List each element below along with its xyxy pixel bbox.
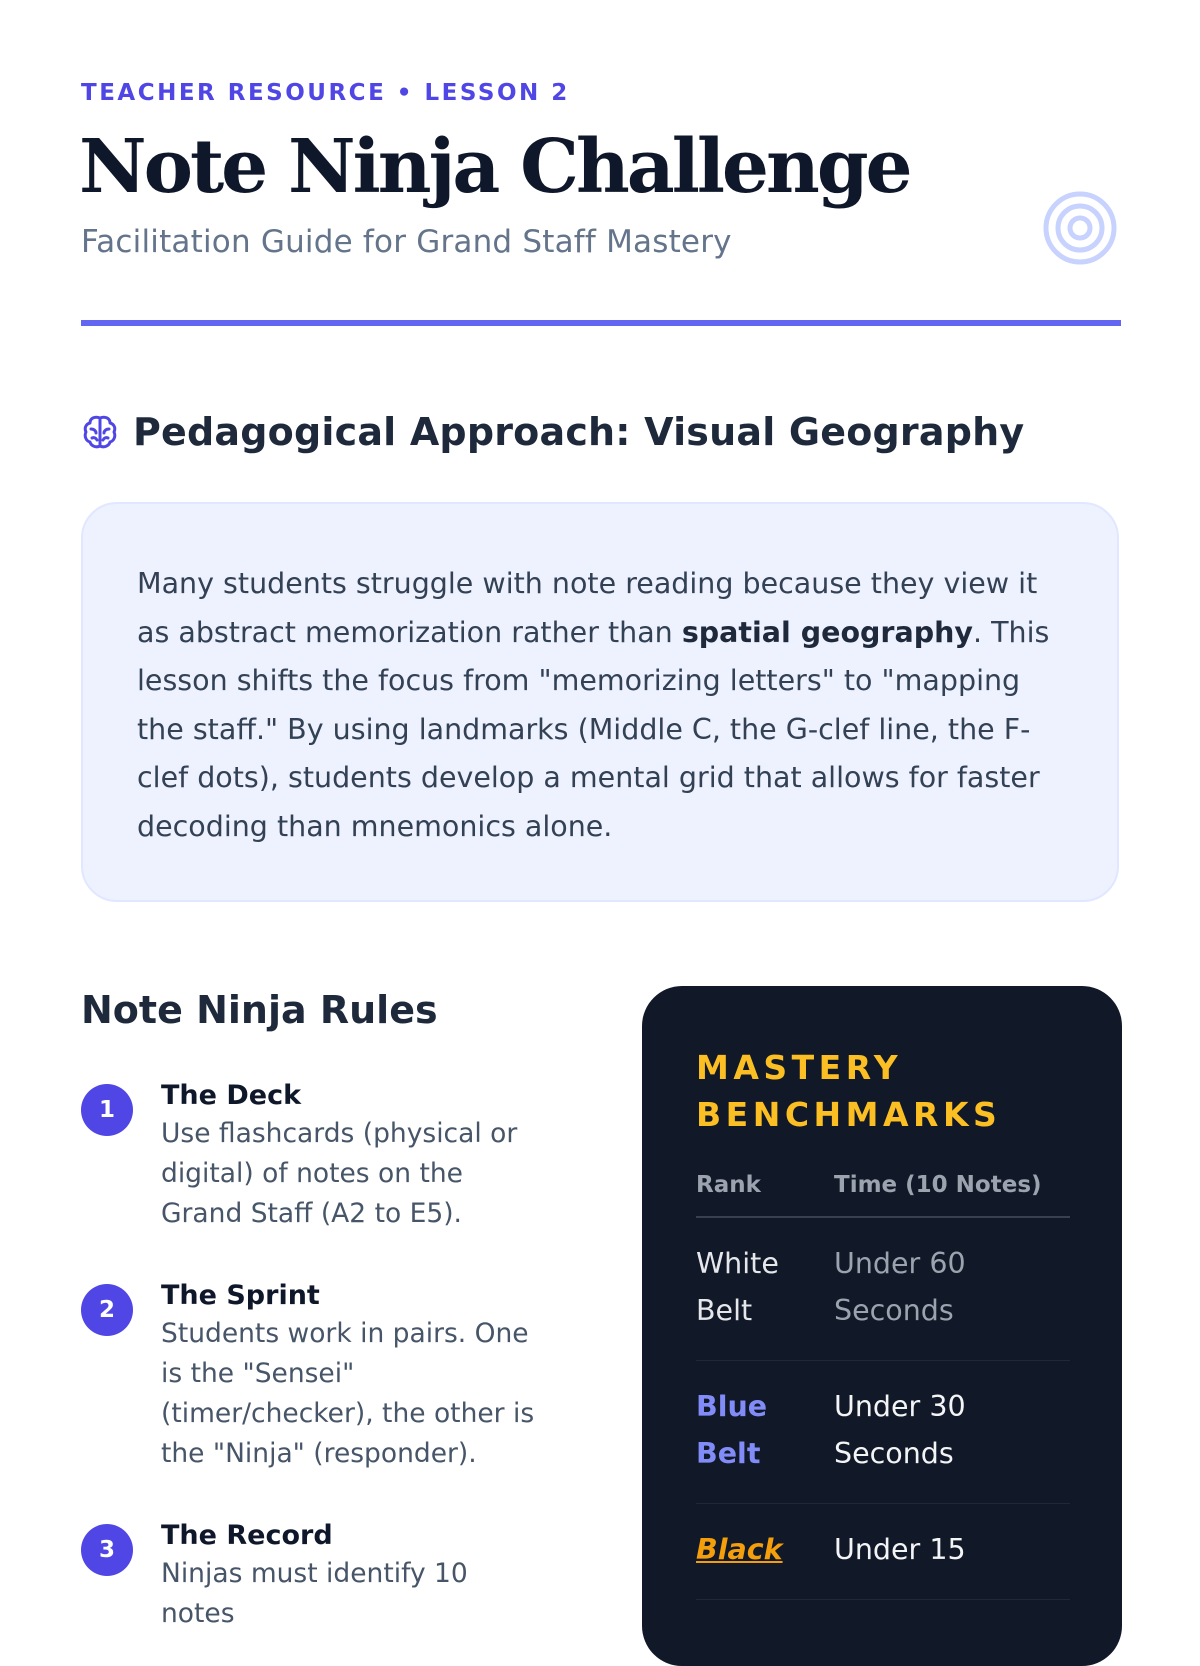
table-row — [696, 1217, 1070, 1361]
header-divider — [81, 320, 1121, 326]
time-cell: Under 60 Seconds — [834, 1217, 1070, 1361]
rank-cell: Blue Belt — [696, 1361, 834, 1504]
rule-description: Use flashcards (physical or digital) of notes on the Grand Staff (A2 to E5). — [161, 1118, 518, 1229]
column-header-time: Time (10 Notes) — [834, 1172, 1070, 1217]
approach-text-bold: spatial geography — [681, 615, 973, 649]
approach-text-part: Many students struggle with note reading because they view it as abstract memorization rather than — [137, 567, 1038, 649]
eyebrow-label: TEACHER RESOURCE • LESSON 2 — [81, 80, 570, 106]
rank-cell: Black — [696, 1504, 834, 1600]
table-header-row — [696, 1172, 1070, 1217]
approach-callout — [81, 502, 1119, 902]
rule-item — [81, 1518, 581, 1634]
column-header-rank: Rank — [696, 1172, 834, 1217]
table-row — [696, 1504, 1070, 1600]
rule-description: Ninjas must identify 10 notes — [161, 1558, 468, 1629]
page-subtitle: Facilitation Guide for Grand Staff Mastery — [81, 224, 732, 260]
rank-cell: White Belt — [696, 1217, 834, 1361]
target-icon — [1042, 190, 1118, 266]
rule-number-badge: 2 — [81, 1284, 133, 1336]
rule-number-badge: 3 — [81, 1524, 133, 1576]
rule-title: The Sprint — [161, 1280, 320, 1311]
approach-text — [137, 560, 1065, 851]
rule-title: The Record — [161, 1520, 333, 1551]
time-cell: Under 30 Seconds — [834, 1361, 1070, 1504]
benchmarks-table — [696, 1172, 1070, 1600]
rule-title: The Deck — [161, 1080, 302, 1111]
page-title: Note Ninja Challenge — [79, 124, 910, 210]
time-cell: Under 15 — [834, 1504, 1070, 1600]
benchmarks-title: MASTERY BENCHMARKS — [696, 1048, 1002, 1134]
rule-number-badge: 1 — [81, 1084, 133, 1136]
rule-description: Students work in pairs. One is the "Sensei" (timer/checker), the other is the "Ninja" (responder). — [161, 1318, 535, 1469]
rule-item — [81, 1278, 581, 1474]
approach-heading-text: Pedagogical Approach: Visual Geography — [133, 410, 1025, 454]
table-row — [696, 1361, 1070, 1504]
approach-heading — [81, 410, 1024, 454]
approach-text-part: . This lesson shifts the focus from "memorizing letters" to "mapping the staff." By using landmarks (Middle C, the G-clef line, the F-clef dots), students develop a mental grid that allows for faster decoding than mnemonics alone. — [137, 615, 1050, 843]
rule-item — [81, 1078, 581, 1234]
mastery-benchmarks-panel — [642, 986, 1122, 1666]
rules-heading: Note Ninja Rules — [81, 988, 438, 1032]
brain-icon — [81, 413, 119, 451]
